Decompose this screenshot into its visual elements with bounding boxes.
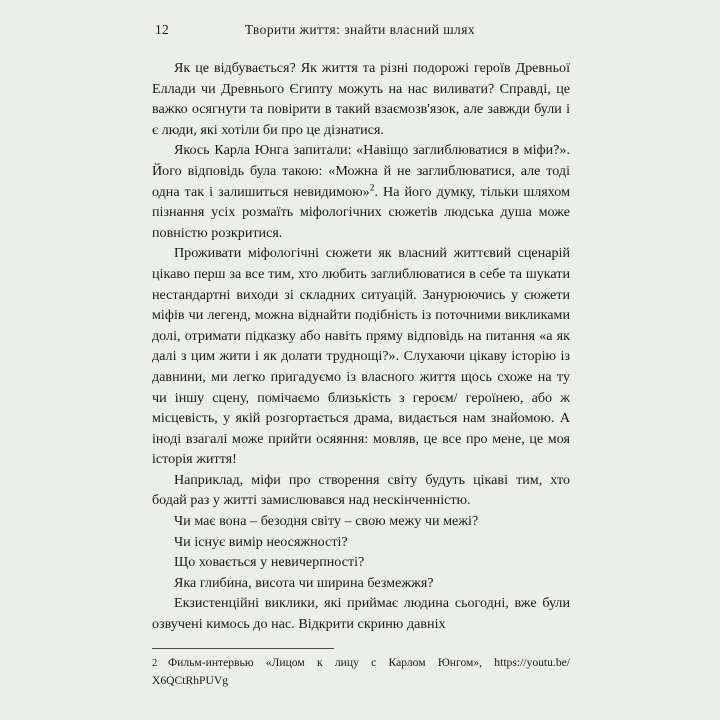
footnote-separator (152, 648, 334, 649)
paragraph: Проживати міфологічні сюжети як власний життєвий сценарій цікаво перш за все тим, хто любить заглиблюватися в себе та шукати нестандартні виходи зі складних ситуацій. Занурюючись у сюжети міфів чи легенд, можна віднайти подібність із поточними викликами долі, отримати підказку або навіть пряму відповідь на питання «а як далі з цим жити і як долати труднощі?». Слухаючи цікаву історію із давнини, ми легко пригадуємо із власного життя щось схоже на ту чи іншу сцену, помічаємо близькість з героєм/ героїнею, або ж місцевість, у якій розгортається драма, видається нам знайомою. А іноді взагалі може прийти осяяння: мовляв, це все про мене, це моя історія життя! (152, 245, 570, 468)
footnote-marker: 2 (369, 182, 375, 193)
paragraph: Якось Карла Юнга запитали: «Навіщо заглиблюватися в міфи?». Його відповідь була такою: «Можна й не заглиблюватися, але тоді одна так і залишиться невидимою»$^2$. На його думку, тільки шляхом пізнання усіх розмаїть міфологічних сюжетів людська душа може повністю розкритися. (152, 142, 570, 241)
footnote (152, 655, 570, 689)
paragraph: Чи існує вимір неосяжності? (174, 533, 348, 550)
paragraph: Як це відбувається? Як життя та різні подорожі героїв Древньої Еллади чи Древнього Єгипту можуть на нас виливати? Справді, це важко осягнути та повірити в такий взаємозв'язок, але завжди були і є люди, які хотіли би про це дізнатися. (152, 60, 570, 138)
footnote-text: Фильм-интервью «Лицом к лицу с Карлом Юнгом», https://youtu.be/ X6QCtRhPUVg (152, 656, 570, 687)
body-text-column (152, 58, 570, 635)
paragraph: Яка глибина, висота чи ширина безмежжя? (174, 574, 434, 591)
page-header (0, 22, 720, 42)
page-number: 12 (155, 22, 169, 37)
paragraph: Наприклад, міфи про створення світу будуть цікаві тим, хто бодай раз у житті замислювався над нескінченністю. (152, 471, 570, 509)
running-title: Творити життя: знайти власний шлях (244, 22, 476, 37)
paragraph: Що ховається у невичерпності? (174, 554, 365, 571)
paragraph: Екзистенційні виклики, які приймає людина сьогодні, вже були озвучені кимось до нас. Відкрити скриню давніх (152, 595, 570, 633)
footnote-area (152, 648, 570, 689)
paragraph: Чи має вона – безодня світу – свою межу чи межі? (174, 513, 479, 530)
footnote-number: 2 (152, 658, 158, 669)
